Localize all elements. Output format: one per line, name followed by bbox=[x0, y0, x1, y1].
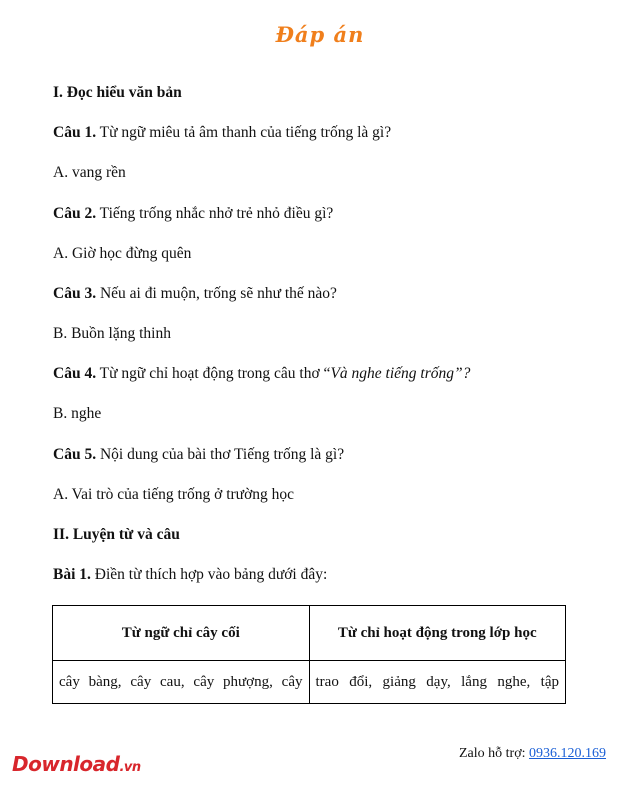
zalo-support bbox=[459, 746, 606, 762]
zalo-label: Zalo hỗ trợ: bbox=[459, 746, 529, 761]
question-4-text-end: ”? bbox=[454, 365, 471, 382]
download-logo bbox=[12, 752, 141, 776]
question-4-text: Từ ngữ chỉ hoạt động trong câu thơ “ bbox=[96, 365, 331, 382]
exercise-1-text: Điền từ thích hợp vào bảng dưới đây: bbox=[90, 566, 328, 583]
question-3-label: Câu 3. bbox=[53, 285, 97, 302]
question-5 bbox=[53, 446, 344, 464]
question-3 bbox=[53, 285, 337, 303]
page-title: Đáp án bbox=[275, 22, 365, 47]
answer-3: B. Buồn lặng thinh bbox=[53, 325, 171, 342]
question-1-label: Câu 1. bbox=[53, 124, 97, 141]
answer-1: A. vang rền bbox=[53, 164, 126, 181]
table-header-plants: Từ ngữ chỉ cây cối bbox=[53, 606, 310, 661]
table-row bbox=[53, 661, 566, 704]
zalo-phone-link[interactable]: 0936.120.169 bbox=[529, 746, 606, 761]
exercise-1 bbox=[53, 566, 327, 584]
table-header-activities: Từ chỉ hoạt động trong lớp học bbox=[309, 606, 566, 661]
question-4 bbox=[53, 365, 470, 383]
question-4-quote: Và nghe tiếng trống bbox=[330, 365, 454, 382]
answer-table bbox=[52, 605, 566, 704]
download-logo-text: Download bbox=[12, 752, 120, 776]
table-header-row bbox=[53, 606, 566, 661]
download-logo-suffix: .vn bbox=[119, 760, 141, 775]
question-5-label: Câu 5. bbox=[53, 446, 97, 463]
question-1-text: Từ ngữ miêu tả âm thanh của tiếng trống là gì? bbox=[96, 124, 392, 141]
question-2-label: Câu 2. bbox=[53, 205, 97, 222]
table-cell-plants: cây bàng, cây cau, cây phượng, cây bbox=[53, 661, 310, 704]
question-1 bbox=[53, 124, 391, 142]
section-heading-vocabulary: II. Luyện từ và câu bbox=[53, 526, 180, 543]
question-2 bbox=[53, 205, 333, 223]
answer-5: A. Vai trò của tiếng trống ở trường học bbox=[53, 486, 295, 503]
exercise-1-label: Bài 1. bbox=[53, 566, 91, 583]
table-cell-activities: trao đổi, giảng dạy, lắng nghe, tập bbox=[309, 661, 566, 704]
question-4-label: Câu 4. bbox=[53, 365, 97, 382]
section-heading-reading: I. Đọc hiểu văn bản bbox=[53, 84, 182, 101]
question-2-text: Tiếng trống nhắc nhở trẻ nhỏ điều gì? bbox=[96, 205, 334, 222]
question-5-text: Nội dung của bài thơ Tiếng trống là gì? bbox=[96, 446, 345, 463]
answer-4: B. nghe bbox=[53, 405, 102, 422]
question-3-text: Nếu ai đi muộn, trống sẽ như thế nào? bbox=[96, 285, 337, 302]
answer-2: A. Giờ học đừng quên bbox=[53, 245, 192, 262]
